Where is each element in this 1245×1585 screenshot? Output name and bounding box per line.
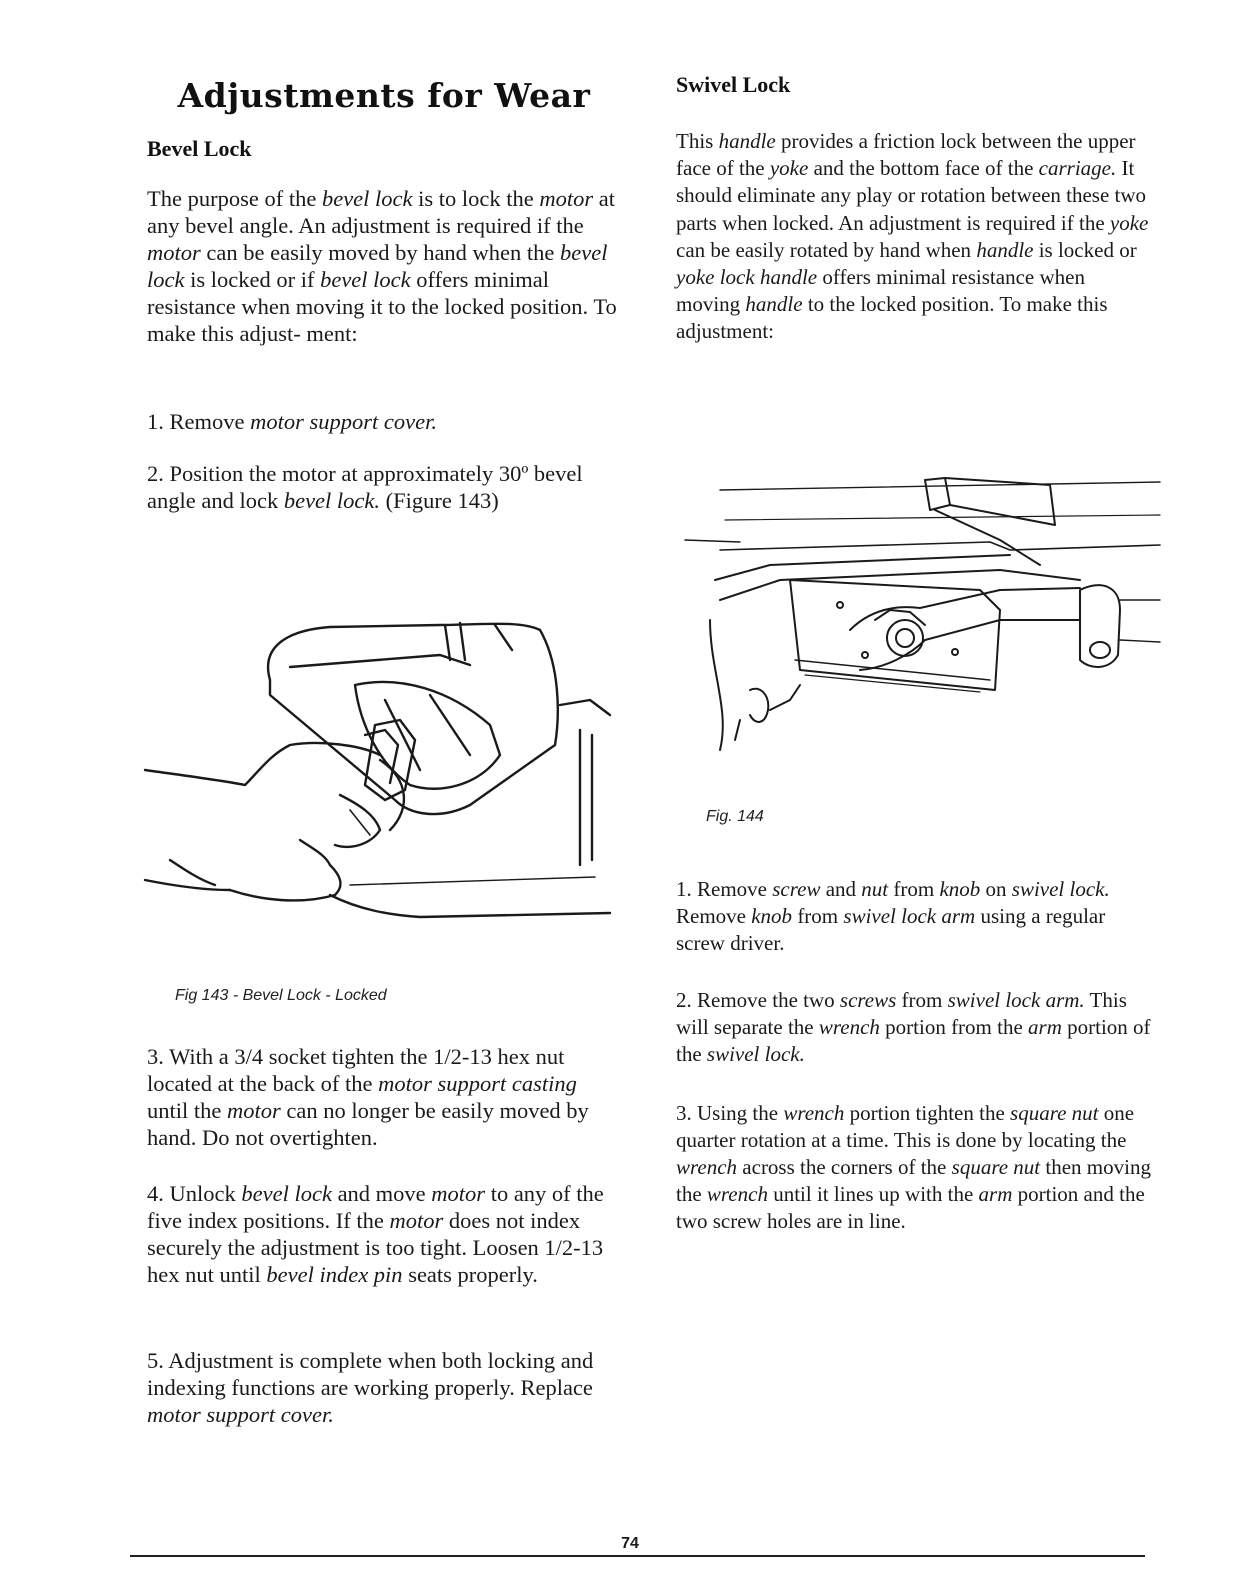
- italic-term: nut: [861, 877, 889, 901]
- text-run: seats properly.: [402, 1262, 538, 1287]
- italic-term: handle: [745, 292, 803, 317]
- text-run: portion and the two screw holes are in line.: [676, 1182, 1145, 1233]
- figure-144-caption: Fig. 144: [706, 808, 764, 825]
- italic-term: screws: [839, 988, 897, 1012]
- italic-term: motor support cover.: [250, 409, 437, 434]
- italic-term: swivel lock arm.: [947, 988, 1085, 1012]
- text-run: and move: [331, 1181, 432, 1206]
- section-heading-swivel-lock: Swivel Lock: [676, 72, 791, 97]
- italic-term: bevel lock.: [283, 488, 381, 513]
- italic-term: motor: [539, 186, 594, 211]
- italic-term: knob: [751, 904, 793, 928]
- italic-term: wrench: [783, 1101, 845, 1125]
- italic-term: handle: [976, 237, 1034, 262]
- section-heading-bevel-lock: Bevel Lock: [147, 136, 252, 161]
- text-run: to the locked position. To make this adjustment:: [676, 292, 1108, 344]
- text-run: This: [676, 129, 719, 153]
- text-run: is locked or if: [184, 267, 321, 292]
- italic-term: arm: [1028, 1015, 1062, 1039]
- text-run: until the: [147, 1098, 227, 1123]
- text-run: provides a friction lock between the upper face of the: [676, 129, 1136, 181]
- text-run: portion from the: [879, 1015, 1029, 1039]
- bevel-lock-intro: [147, 185, 622, 347]
- italic-term: yoke lock handle: [676, 265, 818, 290]
- footer-rule: [130, 1555, 1145, 1557]
- bevel-step-5: [147, 1347, 622, 1428]
- italic-term: motor support cover.: [147, 1402, 334, 1427]
- figure-143-bevel-lock-illustration: [140, 605, 620, 935]
- text-run: is locked or: [1033, 237, 1137, 262]
- page-title: Adjustments for Wear: [177, 76, 591, 115]
- text-run: at any bevel angle. An adjustment is required if the: [147, 186, 616, 238]
- text-run: offers minimal resistance when moving: [676, 265, 1085, 317]
- italic-term: handle: [718, 129, 776, 153]
- text-run: then moving the: [676, 1155, 1151, 1206]
- text-run: from: [896, 988, 948, 1012]
- text-run: It should eliminate any play or rotation between these two parts when locked. An adjustment is required if the: [676, 156, 1147, 235]
- italic-term: swivel lock arm: [843, 904, 976, 928]
- text-run: and the bottom face of the: [808, 156, 1039, 181]
- text-run: can be easily moved by hand when the: [200, 240, 561, 265]
- text-run: 2. Position the motor at approximately 30º bevel angle and lock: [147, 461, 583, 513]
- bevel-step-4: [147, 1180, 622, 1288]
- italic-term: bevel lock: [147, 240, 608, 292]
- text-run: can no longer be easily moved by hand. Do not overtighten.: [147, 1098, 589, 1150]
- text-run: 1. Remove: [147, 409, 251, 434]
- text-run: from: [792, 904, 844, 928]
- text-run: and: [820, 877, 862, 901]
- bevel-step-1: [147, 408, 637, 435]
- text-run: offers minimal resistance when moving it to the locked position. To make this adjust- ment:: [147, 267, 617, 346]
- text-run: on: [980, 877, 1012, 901]
- italic-term: square nut: [1010, 1101, 1099, 1125]
- italic-term: knob: [939, 877, 981, 901]
- swivel-lock-intro: [676, 128, 1151, 346]
- text-run: 3. With a 3/4 socket tighten the 1/2-13 hex nut located at the back of the: [147, 1044, 565, 1096]
- italic-term: wrench: [818, 1015, 880, 1039]
- text-run: 4. Unlock: [147, 1181, 242, 1206]
- italic-term: motor: [389, 1208, 444, 1233]
- text-run: (Figure 143): [380, 488, 499, 513]
- italic-term: motor support casting: [378, 1071, 577, 1096]
- text-run: can be easily rotated by hand when: [676, 237, 977, 262]
- italic-term: wrench: [676, 1155, 738, 1179]
- text-run: This will separate the: [676, 988, 1127, 1039]
- italic-term: yoke: [1109, 210, 1149, 235]
- italic-term: bevel lock: [320, 267, 411, 292]
- text-run: using a regular screw driver.: [676, 904, 1106, 955]
- swivel-step-1: [676, 876, 1151, 957]
- italic-term: swivel lock.: [1011, 877, 1110, 901]
- italic-term: motor: [227, 1098, 281, 1123]
- text-run: 2. Remove the two: [676, 988, 840, 1012]
- italic-term: screw: [772, 877, 821, 901]
- bevel-step-2: [147, 460, 607, 514]
- italic-term: arm: [978, 1182, 1013, 1206]
- text-run: from: [888, 877, 940, 901]
- figure-144-swivel-lock-illustration: [680, 470, 1165, 760]
- italic-term: bevel lock: [241, 1181, 332, 1206]
- text-run: to any of the five index positions. If the: [147, 1181, 604, 1233]
- text-run: 1. Remove: [676, 877, 773, 901]
- text-run: until it lines up with the: [767, 1182, 979, 1206]
- bevel-step-3: [147, 1043, 622, 1151]
- text-run: across the corners of the: [737, 1155, 952, 1179]
- text-run: does not index securely the adjustment is too tight. Loosen 1/2-13 hex nut until: [147, 1208, 604, 1287]
- swivel-step-3: [676, 1100, 1151, 1235]
- text-run: 5. Adjustment is complete when both locking and indexing functions are working properly. Replace: [147, 1348, 594, 1400]
- italic-term: motor: [431, 1181, 486, 1206]
- italic-term: square nut: [951, 1155, 1041, 1179]
- text-run: 3. Using the: [676, 1101, 784, 1125]
- italic-term: motor: [147, 240, 201, 265]
- text-run: Remove: [676, 904, 752, 928]
- text-run: portion tighten the: [844, 1101, 1011, 1125]
- page-number: 74: [621, 1535, 639, 1552]
- italic-term: yoke: [769, 156, 809, 181]
- italic-term: carriage.: [1038, 156, 1117, 181]
- swivel-step-2: [676, 987, 1151, 1068]
- italic-term: wrench: [706, 1182, 768, 1206]
- italic-term: bevel index pin: [266, 1262, 403, 1287]
- text-run: portion of the: [676, 1015, 1151, 1066]
- text-run: one quarter rotation at a time. This is done by locating the: [676, 1101, 1135, 1152]
- figure-143-caption: Fig 143 - Bevel Lock - Locked: [175, 987, 387, 1004]
- text-run: The purpose of the: [147, 186, 322, 211]
- italic-term: bevel lock: [321, 186, 413, 211]
- text-run: is to lock the: [412, 186, 540, 211]
- italic-term: swivel lock.: [706, 1042, 805, 1066]
